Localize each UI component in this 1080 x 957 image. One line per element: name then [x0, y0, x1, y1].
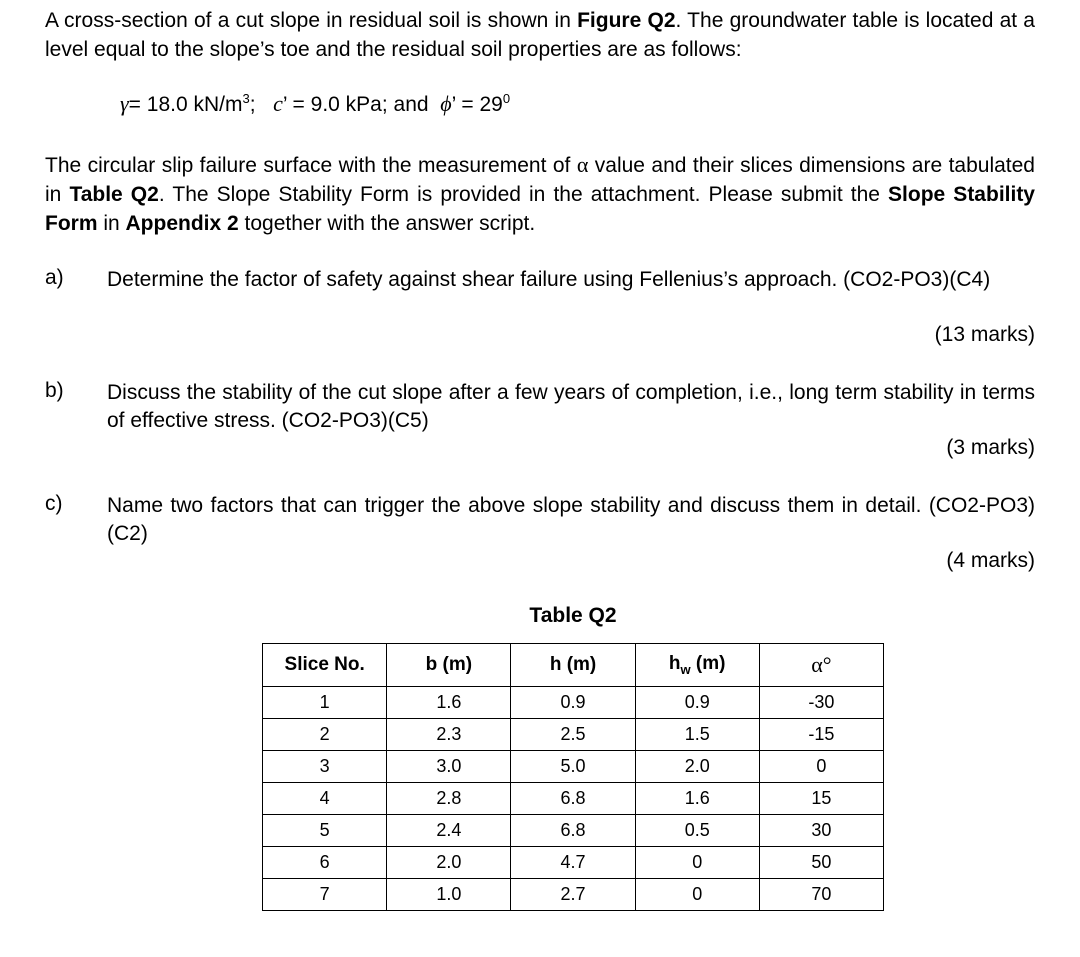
- question-a-text: Determine the factor of safety against shear failure using Fellenius’s approach. (CO2-PO3)(C4): [107, 268, 991, 291]
- question-c-label: c): [45, 492, 63, 515]
- slice-table: [262, 643, 884, 911]
- cell-slice: 7: [263, 879, 387, 911]
- table-title: Table Q2: [529, 604, 617, 627]
- cell-hw: 1.6: [635, 783, 759, 815]
- cell-h: 6.8: [511, 783, 635, 815]
- cell-alpha: 30: [759, 815, 883, 847]
- header-slice-no: Slice No.: [263, 644, 387, 687]
- question-c-text: Name two factors that can trigger the above slope stability and discuss them in detail. (CO2-PO3)(C2): [107, 494, 1035, 545]
- cell-alpha: 0: [759, 751, 883, 783]
- header-b: b (m): [387, 644, 511, 687]
- header-h: h (m): [511, 644, 635, 687]
- question-b-text: Discuss the stability of the cut slope after a few years of completion, i.e., long term stability in terms of effective stress. (CO2-PO3)(C5): [107, 381, 1035, 432]
- table-row: [263, 719, 884, 751]
- cell-b: 2.0: [387, 847, 511, 879]
- cell-h: 6.8: [511, 815, 635, 847]
- table-row: [263, 879, 884, 911]
- cell-alpha: -15: [759, 719, 883, 751]
- cell-b: 2.8: [387, 783, 511, 815]
- cell-h: 4.7: [511, 847, 635, 879]
- cell-b: 3.0: [387, 751, 511, 783]
- cell-slice: 6: [263, 847, 387, 879]
- figure-reference: Figure Q2: [577, 9, 676, 32]
- c-symbol: c: [273, 91, 283, 116]
- cell-alpha: 50: [759, 847, 883, 879]
- cell-h: 2.5: [511, 719, 635, 751]
- table-row: [263, 783, 884, 815]
- table-row: [263, 751, 884, 783]
- question-b-marks: (3 marks): [946, 436, 1035, 459]
- cell-b: 2.3: [387, 719, 511, 751]
- table-row: [263, 815, 884, 847]
- table-header-row: [263, 644, 884, 687]
- cell-hw: 2.0: [635, 751, 759, 783]
- slip-surface-paragraph: The circular slip failure surface with the measurement of α value and their slices dimensions are tabulated in Table Q2. The Slope Stability Form is provided in the attachment. Please submit the Slope Stability Form in Appendix 2 together with the answer script.: [45, 152, 1035, 235]
- intro-paragraph: A cross-section of a cut slope in residual soil is shown in Figure Q2. The groundwater table is located at a level equal to the slope’s toe and the residual soil properties are as follows:: [45, 9, 1035, 61]
- cell-hw: 1.5: [635, 719, 759, 751]
- phi-symbol: ϕ: [440, 91, 452, 116]
- cell-b: 2.4: [387, 815, 511, 847]
- cell-alpha: 15: [759, 783, 883, 815]
- question-a-label: a): [45, 266, 64, 289]
- gamma-symbol: γ: [120, 91, 129, 116]
- cell-b: 1.6: [387, 687, 511, 719]
- soil-properties-formula: γ= 18.0 $kN/m^3$; c’ = 9.0 kPa; and ϕ’ = $29^0$: [120, 91, 511, 116]
- table-row: [263, 687, 884, 719]
- header-hw: $h_w$ (m): [635, 644, 759, 687]
- question-a-marks: (13 marks): [934, 323, 1035, 346]
- cell-slice: 2: [263, 719, 387, 751]
- cell-hw: 0.9: [635, 687, 759, 719]
- cell-hw: 0: [635, 879, 759, 911]
- cell-hw: 0.5: [635, 815, 759, 847]
- question-c-marks: (4 marks): [946, 549, 1035, 572]
- header-alpha: α°: [759, 644, 883, 687]
- cell-h: 2.7: [511, 879, 635, 911]
- cell-alpha: 70: [759, 879, 883, 911]
- cell-b: 1.0: [387, 879, 511, 911]
- cell-slice: 4: [263, 783, 387, 815]
- cell-h: 0.9: [511, 687, 635, 719]
- cell-slice: 1: [263, 687, 387, 719]
- table-row: [263, 847, 884, 879]
- cell-slice: 3: [263, 751, 387, 783]
- cell-slice: 5: [263, 815, 387, 847]
- cell-h: 5.0: [511, 751, 635, 783]
- cell-hw: 0: [635, 847, 759, 879]
- cell-alpha: -30: [759, 687, 883, 719]
- alpha-symbol: α: [576, 152, 589, 177]
- question-b-label: b): [45, 379, 64, 402]
